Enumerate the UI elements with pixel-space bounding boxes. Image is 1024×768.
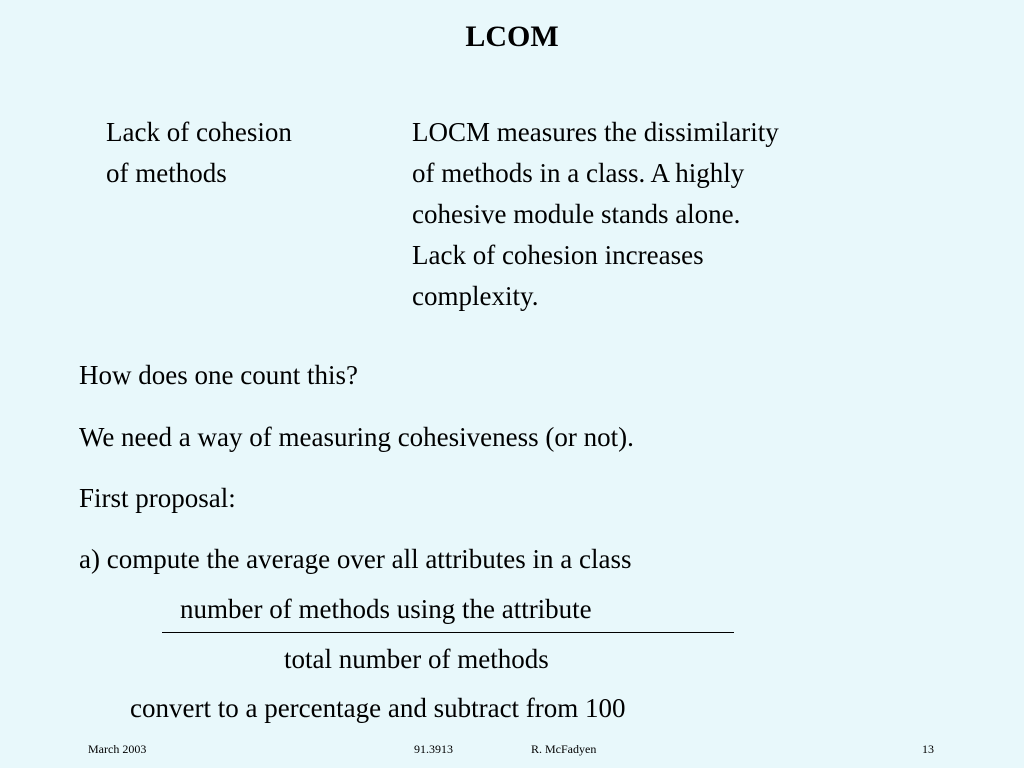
definition-description-line: of methods in a class. A highly [412, 158, 745, 188]
proposal-heading: First proposal: [79, 483, 236, 513]
definition-description-line: complexity. [412, 281, 539, 311]
footer-course: 91.3913 [414, 742, 453, 756]
fraction-denominator: total number of methods [284, 644, 549, 674]
question-text: How does one count this? [79, 360, 358, 390]
fraction-numerator: number of methods using the attribute [180, 594, 592, 624]
definition-term [106, 112, 292, 194]
slide-title: LCOM [465, 20, 559, 53]
definition-description-line: cohesive module stands alone. [412, 199, 741, 229]
footer-author: R. McFadyen [531, 742, 597, 756]
fraction-bar [162, 632, 734, 633]
definition-term-line: of methods [106, 158, 227, 188]
step-a-text: a) compute the average over all attributes in a class [79, 544, 632, 574]
need-text: We need a way of measuring cohesiveness (or not). [79, 422, 634, 452]
footer-date: March 2003 [88, 742, 147, 756]
definition-description-line: LOCM measures the dissimilarity [412, 117, 779, 147]
definition-term-line: Lack of cohesion [106, 117, 292, 147]
definition-description [412, 112, 779, 317]
conversion-text: convert to a percentage and subtract from 100 [130, 693, 626, 723]
definition-description-line: Lack of cohesion increases [412, 240, 704, 270]
footer-page-number: 13 [922, 742, 934, 756]
